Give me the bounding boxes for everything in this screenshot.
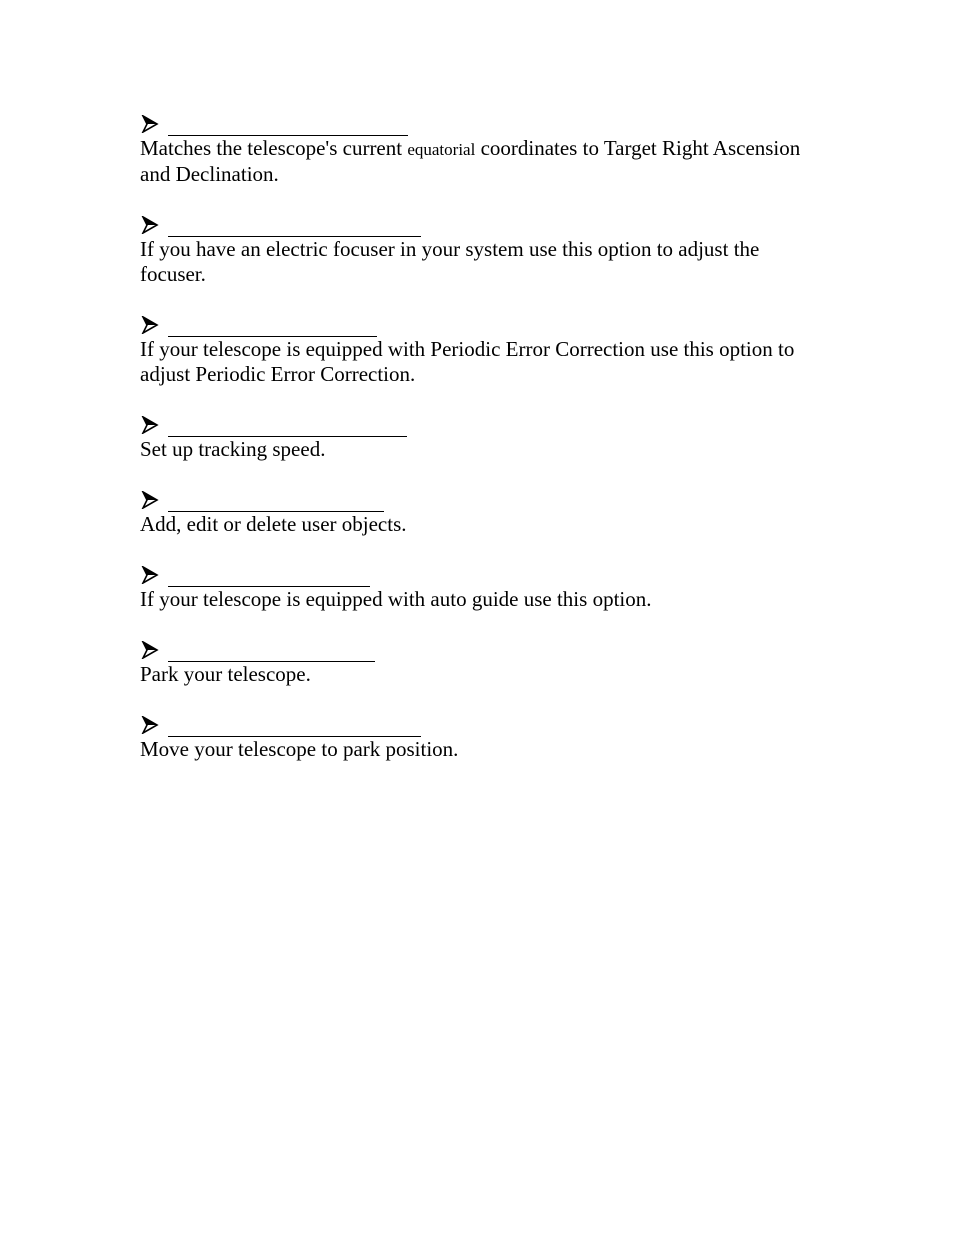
item-description: Set up tracking speed. bbox=[140, 437, 326, 461]
blank-row bbox=[140, 713, 820, 737]
worksheet-item bbox=[140, 713, 820, 762]
arrowhead-bullet-icon bbox=[141, 716, 159, 734]
arrowhead-bullet-icon bbox=[141, 641, 159, 659]
item-description bbox=[140, 136, 820, 187]
item-description: If your telescope is equipped with Periodic Error Correction use this option to adjust Periodic Error Correction. bbox=[140, 337, 795, 386]
worksheet bbox=[140, 112, 820, 788]
answer-blank bbox=[168, 414, 407, 437]
worksheet-item bbox=[140, 413, 820, 462]
blank-row bbox=[140, 313, 820, 337]
blank-row bbox=[140, 112, 820, 136]
arrowhead-bullet-icon bbox=[141, 316, 159, 334]
arrowhead-bullet-icon bbox=[141, 491, 159, 509]
worksheet-item bbox=[140, 488, 820, 537]
arrowhead-bullet-icon bbox=[141, 115, 159, 133]
item-description: If your telescope is equipped with auto guide use this option. bbox=[140, 587, 652, 611]
arrowhead-bullet-icon bbox=[141, 566, 159, 584]
worksheet-item bbox=[140, 112, 820, 187]
item-description: Park your telescope. bbox=[140, 662, 311, 686]
answer-blank bbox=[168, 113, 408, 136]
blank-row bbox=[140, 488, 820, 512]
description-text: coordinates to Target Right Ascension and Declination. bbox=[140, 136, 801, 186]
blank-row bbox=[140, 413, 820, 437]
item-description: Add, edit or delete user objects. bbox=[140, 512, 407, 536]
item-description: If you have an electric focuser in your system use this option to adjust the focuser. bbox=[140, 237, 760, 286]
answer-blank bbox=[168, 489, 384, 512]
answer-blank bbox=[168, 564, 370, 587]
worksheet-item bbox=[140, 213, 820, 287]
blank-row bbox=[140, 213, 820, 237]
arrowhead-bullet-icon bbox=[141, 416, 159, 434]
worksheet-item bbox=[140, 638, 820, 687]
blank-row bbox=[140, 638, 820, 662]
answer-blank bbox=[168, 214, 421, 237]
answer-blank bbox=[168, 714, 421, 737]
answer-blank bbox=[168, 639, 375, 662]
blank-row bbox=[140, 563, 820, 587]
worksheet-item bbox=[140, 563, 820, 612]
description-text: Matches the telescope's current bbox=[140, 136, 408, 160]
arrowhead-bullet-icon bbox=[141, 216, 159, 234]
item-description: Move your telescope to park position. bbox=[140, 737, 459, 761]
worksheet-item bbox=[140, 313, 820, 387]
answer-blank bbox=[168, 314, 377, 337]
description-small-text: equatorial bbox=[407, 140, 476, 159]
